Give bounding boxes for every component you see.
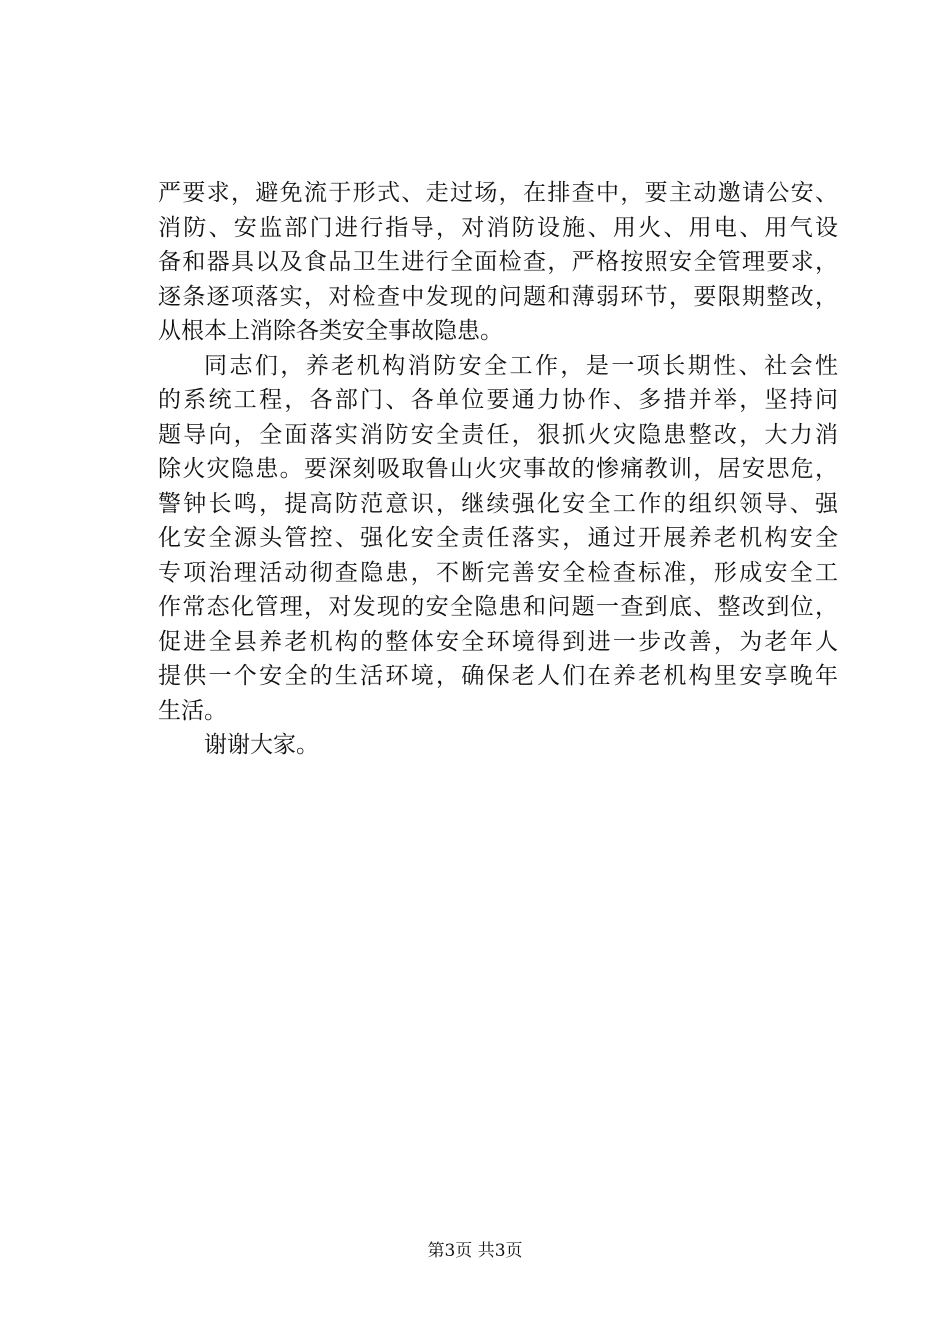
- text-line: 题导向，全面落实消防安全责任，狠抓火灾隐患整改，大力消: [158, 421, 838, 448]
- text-line: 除火灾隐患。要深刻吸取鲁山火灾事故的惨痛教训，居安思危，: [158, 456, 838, 482]
- text-line: 提供一个安全的生活环境，确保老人们在养老机构里安享晚年: [158, 663, 838, 689]
- text-line: 谢谢大家。: [204, 732, 319, 758]
- paragraph-3: [158, 728, 838, 763]
- text-line: 逐条逐项落实，对检查中发现的问题和薄弱环节，要限期整改，: [158, 283, 838, 310]
- text-line: 消防、安监部门进行指导，对消防设施、用火、用电、用气设: [158, 214, 838, 241]
- text-line: 严要求，避免流于形式、走过场，在排查中，要主动邀请公安、: [158, 180, 838, 206]
- page-footer: 第3页 共3页: [427, 1241, 523, 1261]
- paragraph-2: [158, 349, 838, 729]
- text-line: 备和器具以及食品卫生进行全面检查，严格按照安全管理要求，: [158, 249, 838, 275]
- text-line: 从根本上消除各类安全事故隐患。: [158, 318, 503, 344]
- text-line: 的系统工程，各部门、各单位要通力协作、多措并举，坚持问: [158, 387, 838, 413]
- text-line: 专项治理活动彻查隐患，不断完善安全检查标准，形成安全工: [158, 559, 838, 586]
- paragraph-1: [158, 176, 838, 349]
- text-line: 生活。: [158, 697, 227, 724]
- text-line: 化安全源头管控、强化安全责任落实，通过开展养老机构安全: [158, 525, 838, 551]
- text-line: 作常态化管理，对发现的安全隐患和问题一查到底、整改到位，: [158, 594, 838, 620]
- text-line: 警钟长鸣，提高防范意识，继续强化安全工作的组织领导、强: [158, 490, 838, 517]
- text-line: 同志们，养老机构消防安全工作，是一项长期性、社会性: [204, 352, 838, 379]
- document-body: [158, 176, 838, 763]
- text-line: 促进全县养老机构的整体安全环境得到进一步改善，为老年人: [158, 628, 838, 655]
